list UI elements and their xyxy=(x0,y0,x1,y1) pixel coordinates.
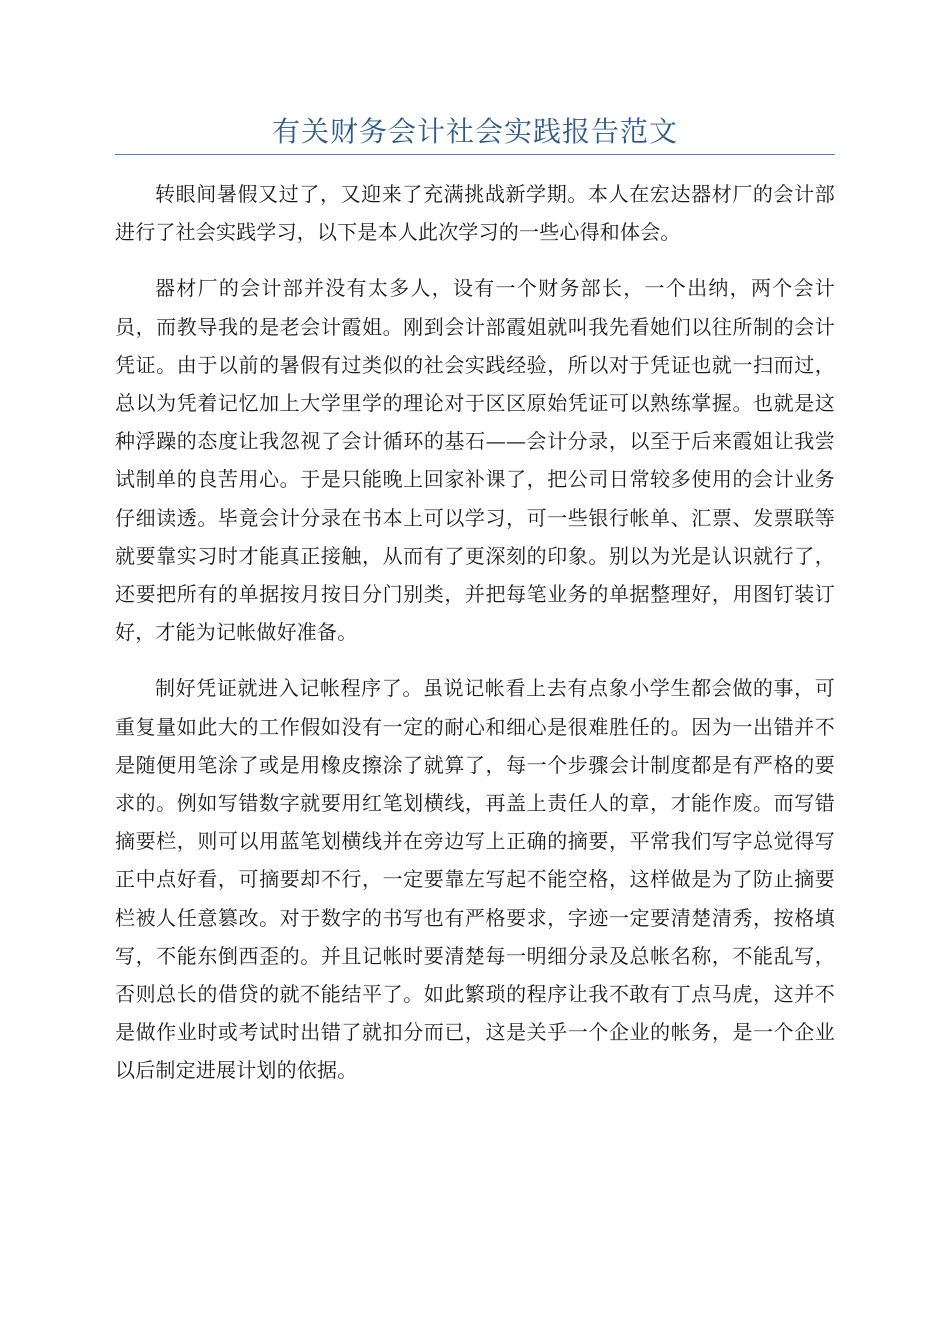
paragraph-2: 器材厂的会计部并没有太多人，设有一个财务部长，一个出纳，两个会计员，而教导我的是老会计霞姐。刚到会计部霞姐就叫我先看她们以往所制的会计凭证。由于以前的暑假有过类似的社会实践经验，所以对于凭证也就一扫而过，总以为凭着记忆加上大学里学的理论对于区区原始凭证可以熟练掌握。也就是这种浮躁的态度让我忽视了会计循环的基石——会计分录，以至于后来霞姐让我尝试制单的良苦用心。于是只能晚上回家补课了，把公司日常较多使用的会计业务仔细读透。毕竟会计分录在书本上可以学习，可一些银行帐单、汇票、发票联等就要靠实习时才能真正接触，从而有了更深刻的印象。别以为光是认识就行了，还要把所有的单据按月按日分门别类，并把每笔业务的单据整理好，用图钉装订好，才能为记帐做好准备。 xyxy=(115,276,835,645)
paragraph-3: 制好凭证就进入记帐程序了。虽说记帐看上去有点象小学生都会做的事，可重复量如此大的工作假如没有一定的耐心和细心是很难胜任的。因为一出错并不是随便用笔涂了或是用橡皮擦涂了就算了，每一个步骤会计制度都是有严格的要求的。例如写错数字就要用红笔划横线，再盖上责任人的章，才能作废。而写错摘要栏，则可以用蓝笔划横线并在旁边写上正确的摘要，平常我们写字总觉得写正中点好看，可摘要却不行，一定要靠左写起不能空格，这样做是为了防止摘要栏被人任意篡改。对于数字的书写也有严格要求，字迹一定要清楚清秀，按格填写，不能东倒西歪的。并且记帐时要清楚每一明细分录及总帐名称，不能乱写，否则总长的借贷的就不能结平了。如此繁琐的程序让我不敢有丁点马虎，这并不是做作业时或考试时出错了就扣分而已，这是关乎一个企业的帐务，是一个企业以后制定进展计划的依据。 xyxy=(115,676,835,1083)
document-title: 有关财务会计社会实践报告范文 xyxy=(271,115,678,148)
title-underline xyxy=(115,154,835,155)
paragraph-1: 转眼间暑假又过了，又迎来了充满挑战新学期。本人在宏达器材厂的会计部进行了社会实践学习，以下是本人此次学习的一些心得和体会。 xyxy=(115,182,835,245)
document-body xyxy=(115,175,835,1108)
